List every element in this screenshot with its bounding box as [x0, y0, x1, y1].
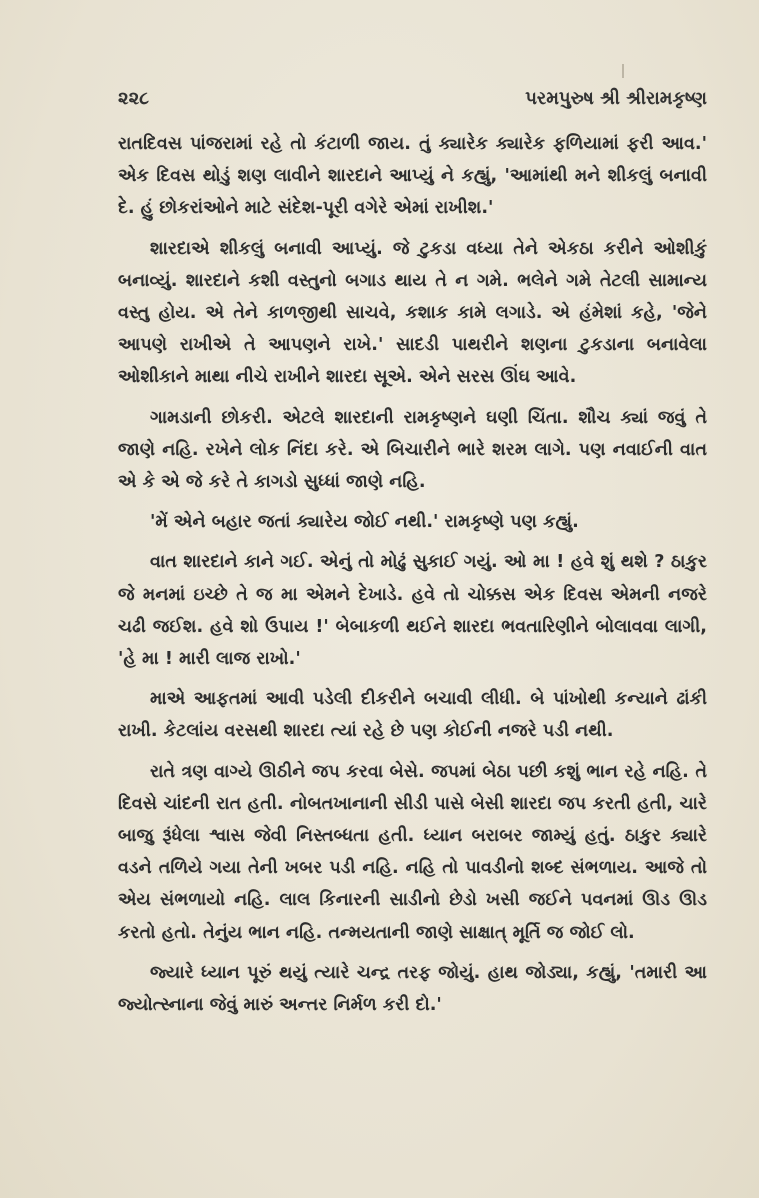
paragraph-7: રાતે ત્રણ વાગ્યે ઊઠીને જપ કરવા બેસે. જપમાં બેઠા પછી કશું ભાન રહે નહિ. તે દિવસે ચાંદની રાત હતી. નોબતખાનાની સીડી પાસે બેસી શારદા જપ કરતી હતી, ચારે બાજુ રૂંધેલા શ્વાસ જેવી નિસ્તબ્ધતા હતી. ધ્યાન બરાબર જામ્યું હતું. ઠાકુર ક્યારે વડને તળિયે ગયા તેની ખબર પડી નહિ. નહિ તો પાવડીનો શબ્દ સંભળાય. આજે તો એય સંભળાયો નહિ. લાલ કિનારની સાડીનો છેડો ખસી જઈને પવનમાં ઊડ ઊડ કરતો હતો. તેનુંય ભાન નહિ. તન્મયતાની જાણે સાક્ષાત્ મૂર્તિ જ જોઈ લો.: [118, 761, 707, 943]
paragraph-2: શારદાએ શીકલું બનાવી આપ્યું. જે ટુકડા વધ્યા તેને એકઠા કરીને ઓશીકું બનાવ્યું. શારદાને કશી વસ્તુનો બગાડ થાય તે ન ગમે. ભલેને ગમે તેટલી સામાન્ય વસ્તુ હોય. એ તેને કાળજીથી સાચવે, કશાક કામે લગાડે. એ હંમેશાં કહે, 'જેને આપણે રાખીએ તે આપણને રાખે.' સાદડી પાથરીને શણના ટુકડાના બનાવેલા ઓશીકાને માથા નીચે રાખીને શારદા સૂએ. એને સરસ ઊંઘ આવે.: [118, 238, 707, 388]
paragraph-6: માએ આફતમાં આવી પડેલી દીકરીને બચાવી લીધી. બે પાંખોથી કન્યાને ઢાંકી રાખી. કેટલાંય વરસથી શારદા ત્યાં રહે છે પણ કોઈની નજરે પડી નથી.: [118, 689, 707, 742]
paragraph-8: જ્યારે ધ્યાન પૂરું થયું ત્યારે ચન્દ્ર તરફ જોયું. હાથ જોડ્યા, કહ્યું, 'તમારી આ જ્યોત્સ્નાના જેવું મારું અન્તર નિર્મળ કરી દો.': [118, 962, 707, 1016]
paragraph-5: વાત શારદાને કાને ગઈ. એનું તો મોઢું સુકાઈ ગયું. ઓ મા ! હવે શું થશે ? ઠાકુર જે મનમાં ઇચ્છે તે જ મા એમને દેખાડે. હવે તો ચોક્કસ એક દિવસ એમની નજરે ચઢી જઈશ. હવે શો ઉપાય !' બેબાકળી થઈને શારદા ભવતારિણીને બોલાવવા લાગી, 'હે મા ! મારી લાજ રાખો.': [118, 552, 707, 670]
running-title: પરમપુરુષ શ્રી શ્રીરામકૃષ્ણ: [525, 88, 707, 109]
paper-speck: [622, 64, 624, 78]
body-text: [118, 128, 707, 1029]
paragraph-4: 'મેં એને બહાર જતાં ક્યારેય જોઈ નથી.' રામકૃષ્ણે પણ કહ્યું.: [150, 512, 579, 533]
page-number: ૨૨૮: [118, 88, 150, 109]
paragraph-1: રાતદિવસ પાંજરામાં રહે તો કંટાળી જાય. તું ક્યારેક ક્યારેક ફળિયામાં ફરી આવ.' એક દિવસ થોડું શણ લાવીને શારદાને આપ્યું ને કહ્યું, 'આમાંથી મને શીકલું બનાવી દે. હું છોકરાંઓને માટે સંદેશ-પૂરી વગેરે એમાં રાખીશ.': [118, 134, 707, 219]
paragraph-3: ગામડાની છોકરી. એટલે શારદાની રામકૃષ્ણને ઘણી ચિંતા. શૌચ ક્યાં જવું તે જાણે નહિ. રખેને લોક નિંદા કરે. એ બિચારીને ભારે શરમ લાગે. પણ નવાઈની વાત એ કે એ જે કરે તે કાગડો સુધ્ધાં જાણે નહિ.: [118, 407, 707, 493]
page-header: [118, 88, 707, 118]
